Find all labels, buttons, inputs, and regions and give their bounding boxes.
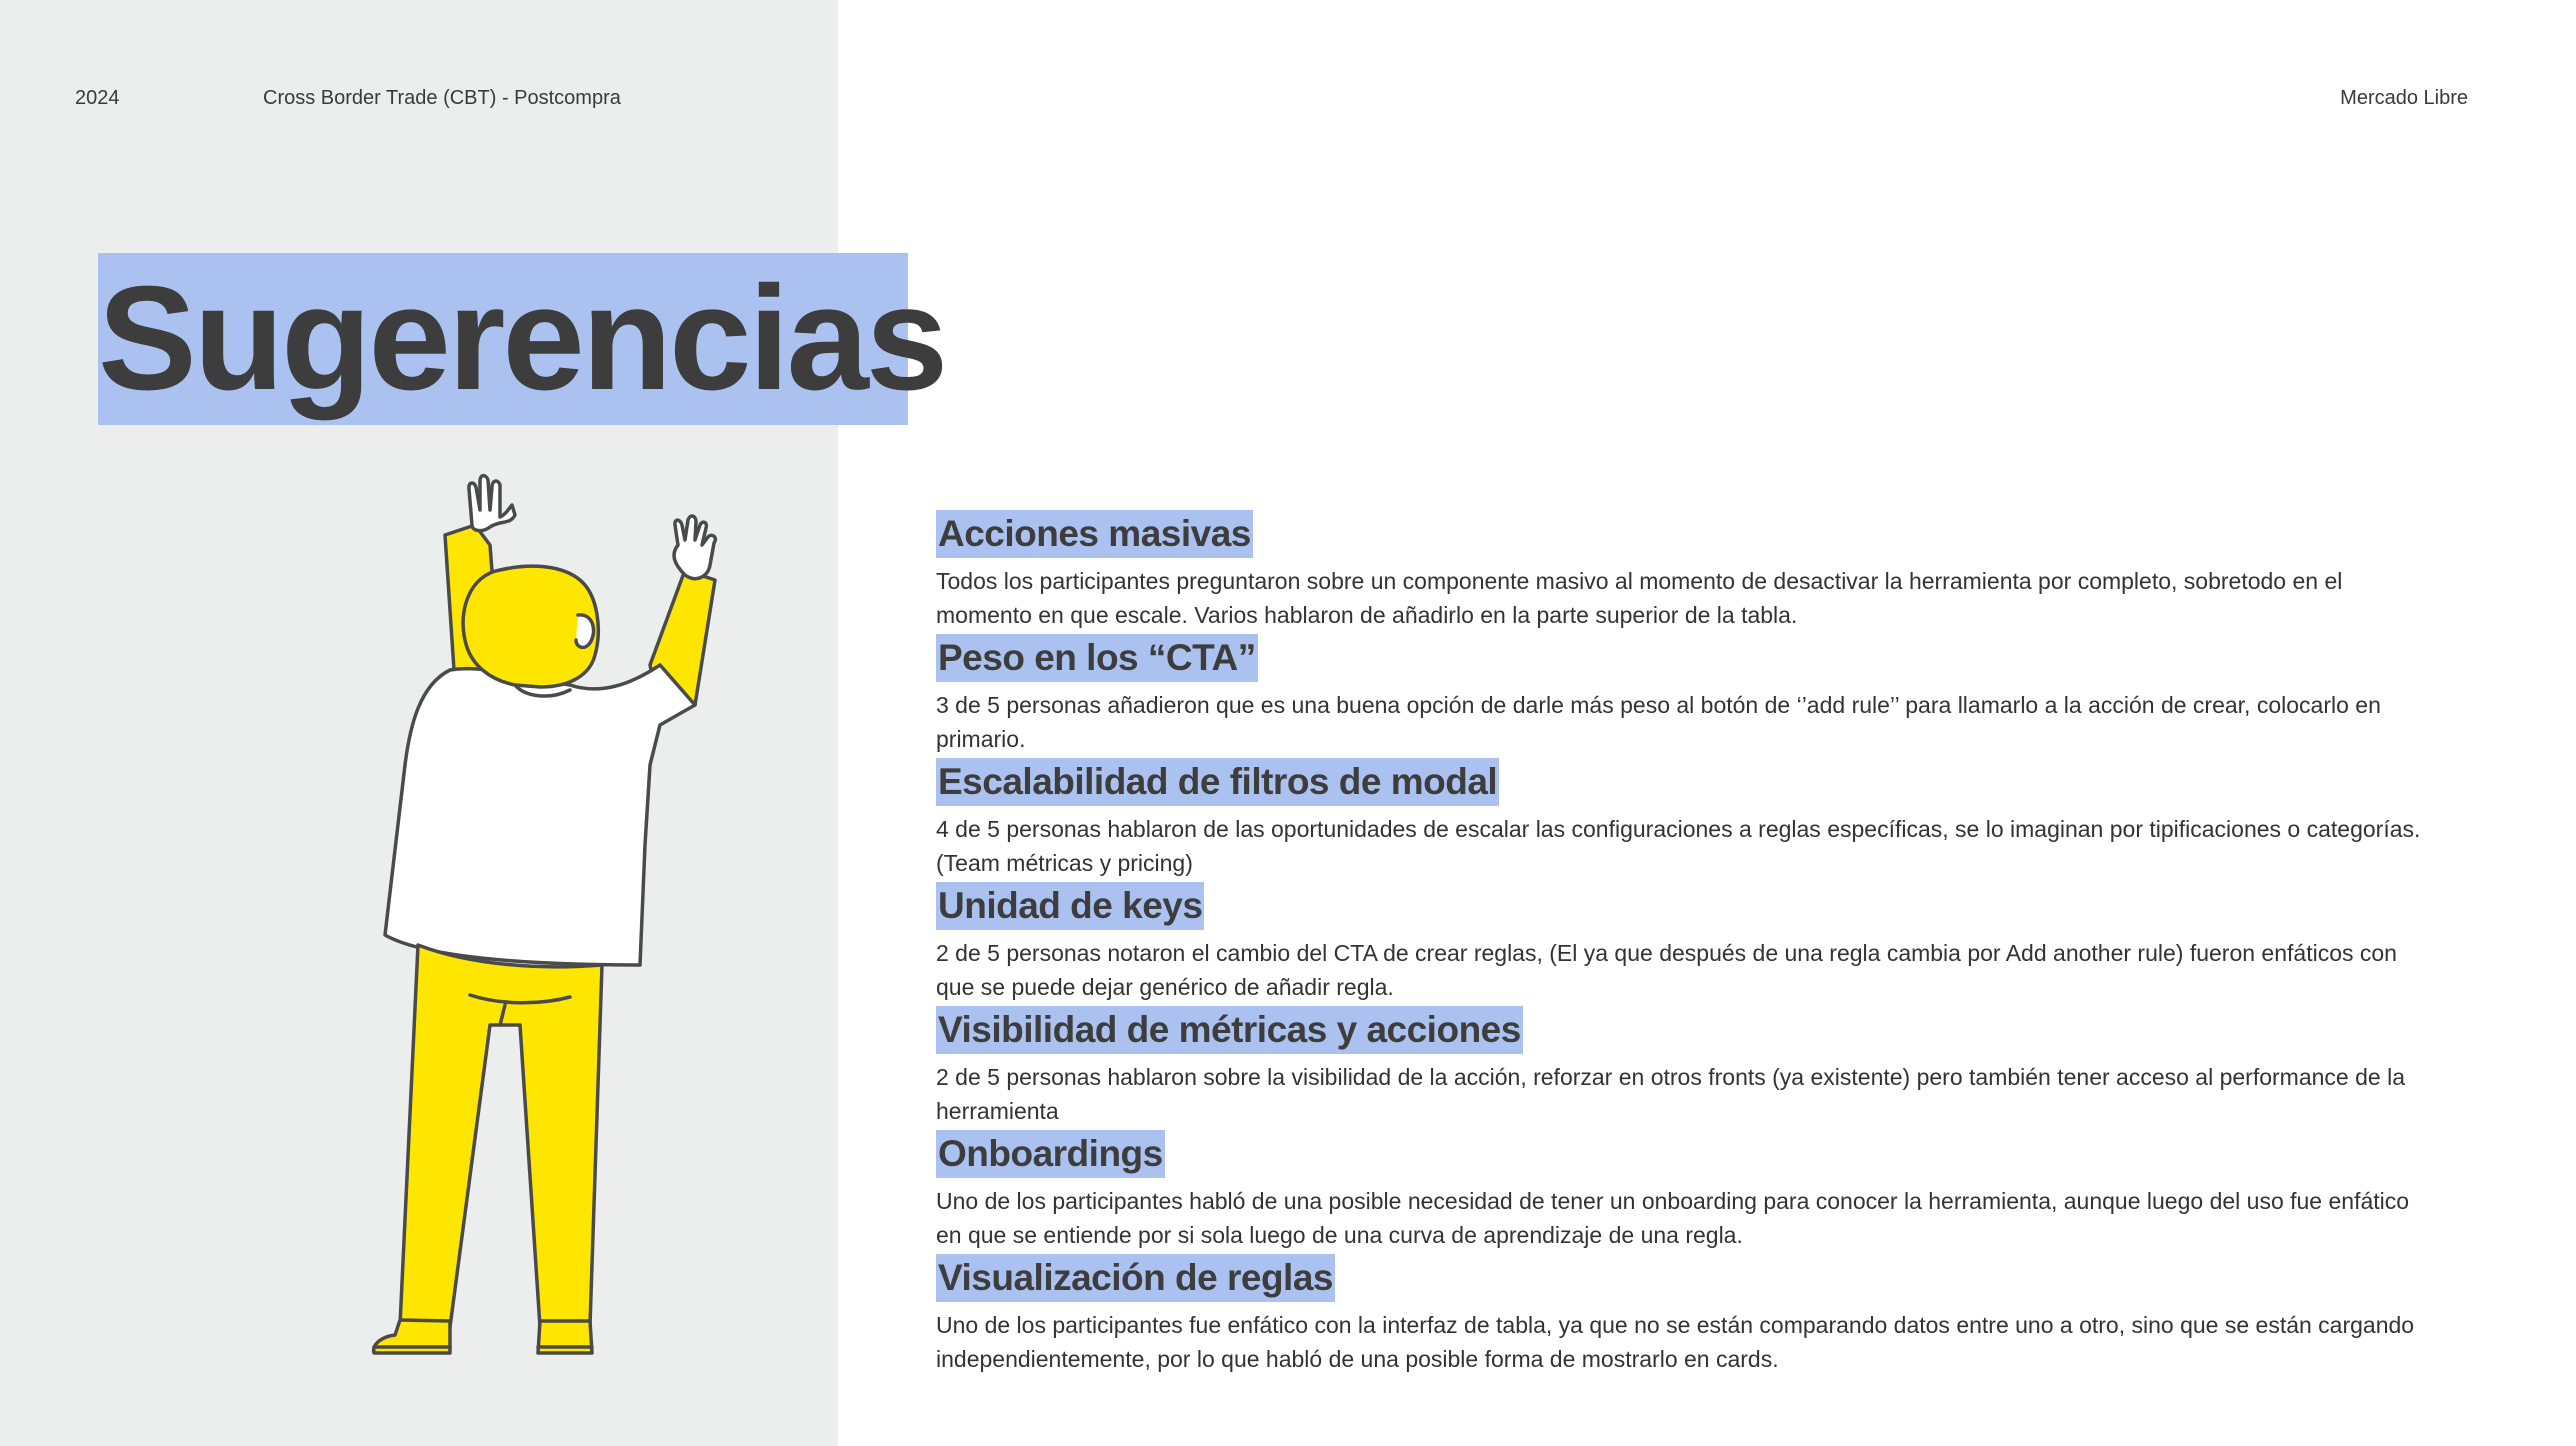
suggestion-text: 4 de 5 personas hablaron de las oportunidades de escalar las configuraciones a reglas específicas, se lo imaginan por tipificaciones o categorías. (Team métricas y pricing) (936, 816, 2421, 876)
page-title: Sugerencias (98, 256, 946, 421)
suggestion-heading: Acciones masivas (936, 510, 1253, 558)
suggestion-heading: Peso en los “CTA” (936, 634, 1258, 682)
header-project-name: Cross Border Trade (CBT) - Postcompra (263, 87, 621, 109)
suggestion-heading: Visibilidad de métricas y acciones (936, 1006, 1523, 1054)
suggestion-item (936, 510, 2436, 634)
suggestion-text: 2 de 5 personas notaron el cambio del CTA de crear reglas, (El ya que después de una regla cambia por Add another rule) fueron enfáticos con que se puede dejar genérico de añadir regla. (936, 940, 2397, 1000)
suggestion-heading: Onboardings (936, 1130, 1165, 1178)
suggestion-item (936, 634, 2436, 758)
header-brand: Mercado Libre (2340, 87, 2468, 109)
suggestion-text: 3 de 5 personas añadieron que es una buena opción de darle más peso al botón de ‘’add rule’’ para llamarlo a la acción de crear, colocarlo en primario. (936, 692, 2381, 752)
suggestion-heading: Unidad de keys (936, 882, 1204, 930)
suggestion-heading: Visualización de reglas (936, 1254, 1335, 1302)
suggestion-text: 2 de 5 personas hablaron sobre la visibilidad de la acción, reforzar en otros fronts (ya existente) pero también tener acceso al performance de la herramienta (936, 1064, 2405, 1124)
header-year: 2024 (75, 87, 120, 109)
suggestion-text: Todos los participantes preguntaron sobre un componente masivo al momento de desactivar la herramienta por completo, sobretodo en el momento en que escale. Varios hablaron de añadirlo en la parte superior de la tabla. (936, 568, 2343, 628)
suggestion-item (936, 1006, 2436, 1130)
person-raising-hands-illustration (340, 465, 740, 1355)
suggestion-item (936, 882, 2436, 1006)
suggestion-heading: Escalabilidad de filtros de modal (936, 758, 1499, 806)
suggestion-text: Uno de los participantes fue enfático con la interfaz de tabla, ya que no se están comparando datos entre uno a otro, sino que se están cargando independientemente, por lo que habló de una posible forma de mostrarlo en cards. (936, 1312, 2415, 1372)
suggestion-text: Uno de los participantes habló de una posible necesidad de tener un onboarding para conocer la herramienta, aunque luego del uso fue enfático en que se entiende por si sola luego de una curva de aprendizaje de una regla. (936, 1188, 2410, 1248)
suggestion-item (936, 758, 2436, 882)
suggestions-list (936, 510, 2436, 1378)
suggestion-item (936, 1254, 2436, 1378)
suggestion-item (936, 1130, 2436, 1254)
